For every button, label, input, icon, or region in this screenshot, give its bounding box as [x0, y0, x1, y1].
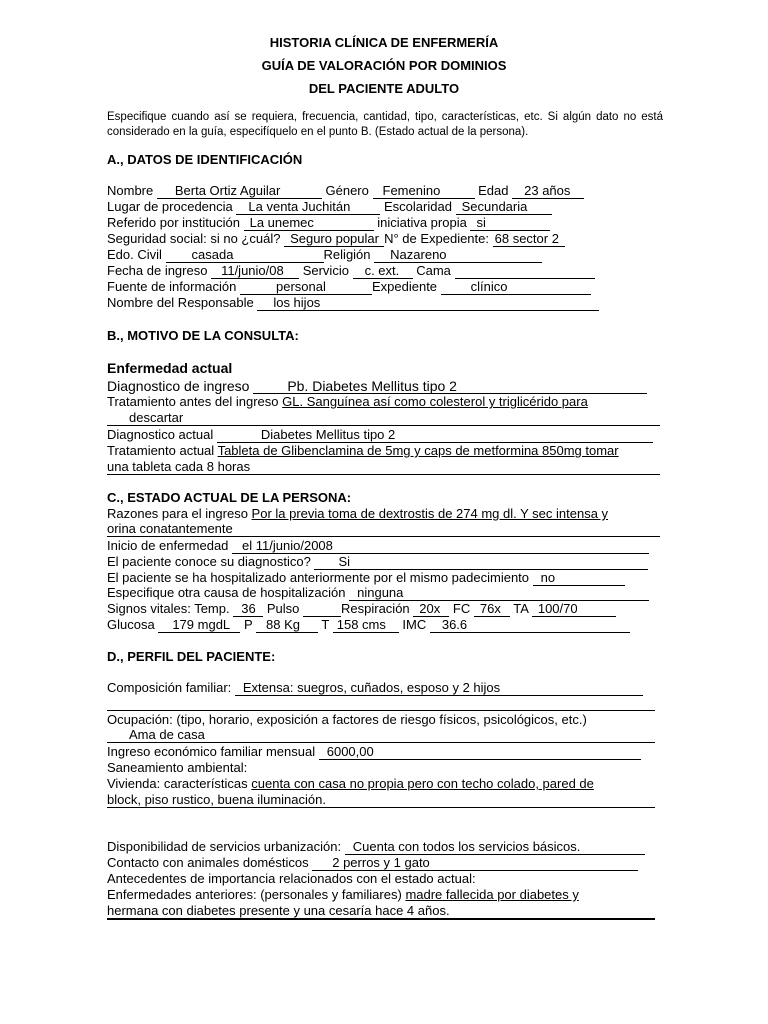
trat-antes-value-2: descartar: [129, 410, 184, 425]
antecedentes-label: Antecedentes de importancia relacionados con el estado actual:: [107, 871, 476, 886]
p-value: 88 Kg: [256, 618, 318, 633]
row-animales: [107, 855, 638, 871]
header-title-3: DEL PACIENTE ADULTO: [308, 81, 460, 96]
row-lugar: [107, 199, 552, 215]
intro-paragraph: Especifique cuando así se requiera, frecuencia, cantidad, tipo, características, etc. Si algún dato no está considerado en la guía, especifíquelo en el punto B. (Estado actual de la persona).: [107, 111, 663, 138]
glucosa-value: 179 mgdL: [158, 618, 240, 633]
row-enfermedades: [107, 887, 660, 903]
expediente2-label: Expediente: [371, 279, 438, 294]
ocupacion-rule: [107, 742, 655, 743]
razones-value-1: Por la previa toma de dextrostis de 274 mg dl. Y sec intensa y: [251, 506, 609, 521]
row-nombre: [107, 183, 584, 199]
row-ingreso: [107, 744, 641, 760]
fuente-value: personal: [240, 280, 372, 295]
conoce-label: El paciente conoce su diagnostico?: [107, 554, 311, 569]
row-glucosa: [107, 617, 630, 633]
row-composicion: [107, 680, 643, 696]
seguridad-label: Seguridad social: si no ¿cuál?: [107, 231, 281, 246]
composicion-value: Extensa: suegros, cuñados, esposo y 2 hijos: [235, 681, 643, 696]
nombre-value: Berta Ortiz Aguilar: [157, 184, 322, 199]
vivienda-label: Vivienda: características: [107, 776, 248, 791]
nombre-label: Nombre: [107, 183, 154, 198]
header-title-1: HISTORIA CLÍNICA DE ENFERMERÍA: [269, 35, 499, 50]
razones-value-2: orina conatantemente: [107, 521, 233, 536]
pulso-label: Pulso: [266, 601, 300, 616]
diag-ingreso-value: Pb. Diabetes Mellitus tipo 2: [253, 379, 647, 394]
enfermedades-rule: [107, 918, 655, 920]
servicio-value: c. ext.: [353, 264, 413, 279]
trat-actual-label: Tratamiento actual: [107, 443, 215, 458]
section-c-title: C., ESTADO ACTUAL DE LA PERSONA:: [107, 490, 352, 505]
conoce-value: Si: [314, 555, 648, 570]
pulso-value: [303, 602, 341, 617]
row-hospital: [107, 570, 625, 586]
row-signos: [107, 601, 616, 617]
fuente-label: Fuente de información: [107, 279, 237, 294]
hospital-label: El paciente se ha hospitalizado anteriormente por el mismo padecimiento: [107, 570, 530, 585]
composicion-label: Composición familiar:: [107, 680, 232, 695]
row-referido: [107, 215, 550, 231]
trat-actual-rule: [107, 474, 660, 475]
iniciativa-value: si: [470, 216, 550, 231]
genero-label: Género: [325, 183, 369, 198]
razones-rule: [107, 536, 660, 537]
t-label: T: [321, 617, 330, 632]
enfermedades-value-1: madre fallecida por diabetes y: [405, 887, 579, 902]
row-otra: [107, 585, 649, 601]
ocupacion-label: Ocupación: (tipo, horario, exposición a factores de riesgo físicos, psicológicos, etc.): [107, 712, 587, 727]
servicios-label: Disponibilidad de servicios urbanización:: [107, 839, 342, 854]
vivienda-value-1: cuenta con casa no propia pero con techo colado, pared de: [251, 776, 594, 791]
inicio-value: el 11/junio/2008: [232, 539, 649, 554]
trat-antes-rule: [107, 425, 660, 426]
row-trat-antes: [107, 394, 660, 410]
animales-value: 2 perros y 1 gato: [312, 856, 638, 871]
seguridad-value: Seguro popular: [284, 232, 384, 247]
trat-antes-label: Tratamiento antes del ingreso: [107, 394, 279, 409]
signos-label: Signos vitales: Temp.: [107, 601, 230, 616]
servicio-label: Servicio: [302, 263, 349, 278]
diag-actual-value: Diabetes Mellitus tipo 2: [217, 428, 653, 443]
expediente-label: N° de Expediente:: [384, 231, 489, 246]
civil-value: casada: [166, 248, 324, 263]
resp-label: Respiración: [341, 601, 410, 616]
fc-value: 76x: [474, 602, 510, 617]
diag-ingreso-label: Diagnostico de ingreso: [107, 378, 250, 394]
religion-label: Religión: [323, 247, 371, 262]
edad-label: Edad: [478, 183, 509, 198]
servicios-value: Cuenta con todos los servicios básicos.: [345, 840, 645, 855]
expediente-value: 68 sector 2: [493, 232, 565, 247]
row-seguridad: [107, 231, 565, 247]
row-razones: [107, 506, 660, 522]
row-diag-ingreso: [107, 378, 647, 394]
cama-label: Cama: [416, 263, 451, 278]
section-d-title: D., PERFIL DEL PACIENTE:: [107, 649, 276, 664]
row-vivienda: [107, 776, 660, 792]
saneamiento-label: Saneamiento ambiental:: [107, 760, 248, 775]
ocupacion-value: Ama de casa: [129, 727, 205, 742]
row-inicio: [107, 538, 649, 554]
otra-label: Especifique otra causa de hospitalización: [107, 585, 346, 600]
imc-label: IMC: [402, 617, 427, 632]
referido-label: Referido por institución: [107, 215, 240, 230]
religion-value: Nazareno: [374, 248, 542, 263]
lugar-value: La venta Juchitán: [236, 200, 380, 215]
row-servicios: [107, 839, 645, 855]
row-fecha: [107, 263, 595, 279]
row-diag-actual: [107, 427, 653, 443]
lugar-label: Lugar de procedencia: [107, 199, 233, 214]
row-conoce: [107, 554, 648, 570]
trat-actual-value-2: una tableta cada 8 horas: [107, 459, 251, 474]
glucosa-label: Glucosa: [107, 617, 155, 632]
t-value: 158 cms: [333, 618, 399, 633]
responsable-label: Nombre del Responsable: [107, 295, 254, 310]
fecha-label: Fecha de ingreso: [107, 263, 208, 278]
header-title-2: GUÍA DE VALORACIÓN POR DOMINIOS: [261, 58, 507, 73]
vivienda-rule: [107, 807, 655, 808]
ingreso-label: Ingreso económico familiar mensual: [107, 744, 316, 759]
row-civil: [107, 247, 542, 263]
cama-value: [455, 264, 595, 279]
otra-value: ninguna: [349, 586, 649, 601]
vivienda-value-2: block, piso rustico, buena iluminación.: [107, 792, 326, 807]
trat-antes-value-1: GL. Sanguínea así como colesterol y triglicérido para: [282, 394, 588, 409]
referido-value: La unemec: [244, 216, 374, 231]
temp-value: 36: [233, 602, 263, 617]
fecha-value: 11/junio/08: [211, 264, 299, 279]
fc-label: FC: [452, 601, 471, 616]
row-responsable: [107, 295, 599, 311]
imc-value: 36.6: [430, 618, 630, 633]
civil-label: Edo. Civil: [107, 247, 162, 262]
diag-actual-label: Diagnostico actual: [107, 427, 214, 442]
resp-value: 20x: [413, 602, 449, 617]
section-b-subtitle: Enfermedad actual: [107, 360, 233, 376]
inicio-label: Inicio de enfermedad: [107, 538, 229, 553]
composicion-rule: [107, 710, 655, 711]
hospital-value: no: [533, 571, 625, 586]
ta-value: 100/70: [532, 602, 616, 617]
escolaridad-value: Secundaria: [456, 200, 552, 215]
p-label: P: [243, 617, 253, 632]
expediente2-value: clínico: [441, 280, 591, 295]
escolaridad-label: Escolaridad: [384, 199, 452, 214]
ta-label: TA: [513, 601, 529, 616]
ingreso-value: 6000,00: [319, 745, 641, 760]
row-trat-actual: [107, 443, 660, 459]
razones-label: Razones para el ingreso: [107, 506, 248, 521]
responsable-value: los hijos: [257, 296, 599, 311]
enfermedades-value-2: hermana con diabetes presente y una cesaría hace 4 años.: [107, 903, 450, 918]
row-fuente: [107, 279, 591, 295]
section-a-title: A., DATOS DE IDENTIFICACIÓN: [107, 152, 303, 167]
animales-label: Contacto con animales domésticos: [107, 855, 309, 870]
enfermedades-label: Enfermedades anteriores: (personales y familiares): [107, 887, 402, 902]
trat-actual-value-1: Tableta de Glibenclamina de 5mg y caps de metformina 850mg tomar: [217, 443, 619, 458]
edad-value: 23 años: [512, 184, 584, 199]
genero-value: Femenino: [373, 184, 475, 199]
section-b-title: B., MOTIVO DE LA CONSULTA:: [107, 328, 299, 343]
iniciativa-label: iniciativa propia: [377, 215, 467, 230]
